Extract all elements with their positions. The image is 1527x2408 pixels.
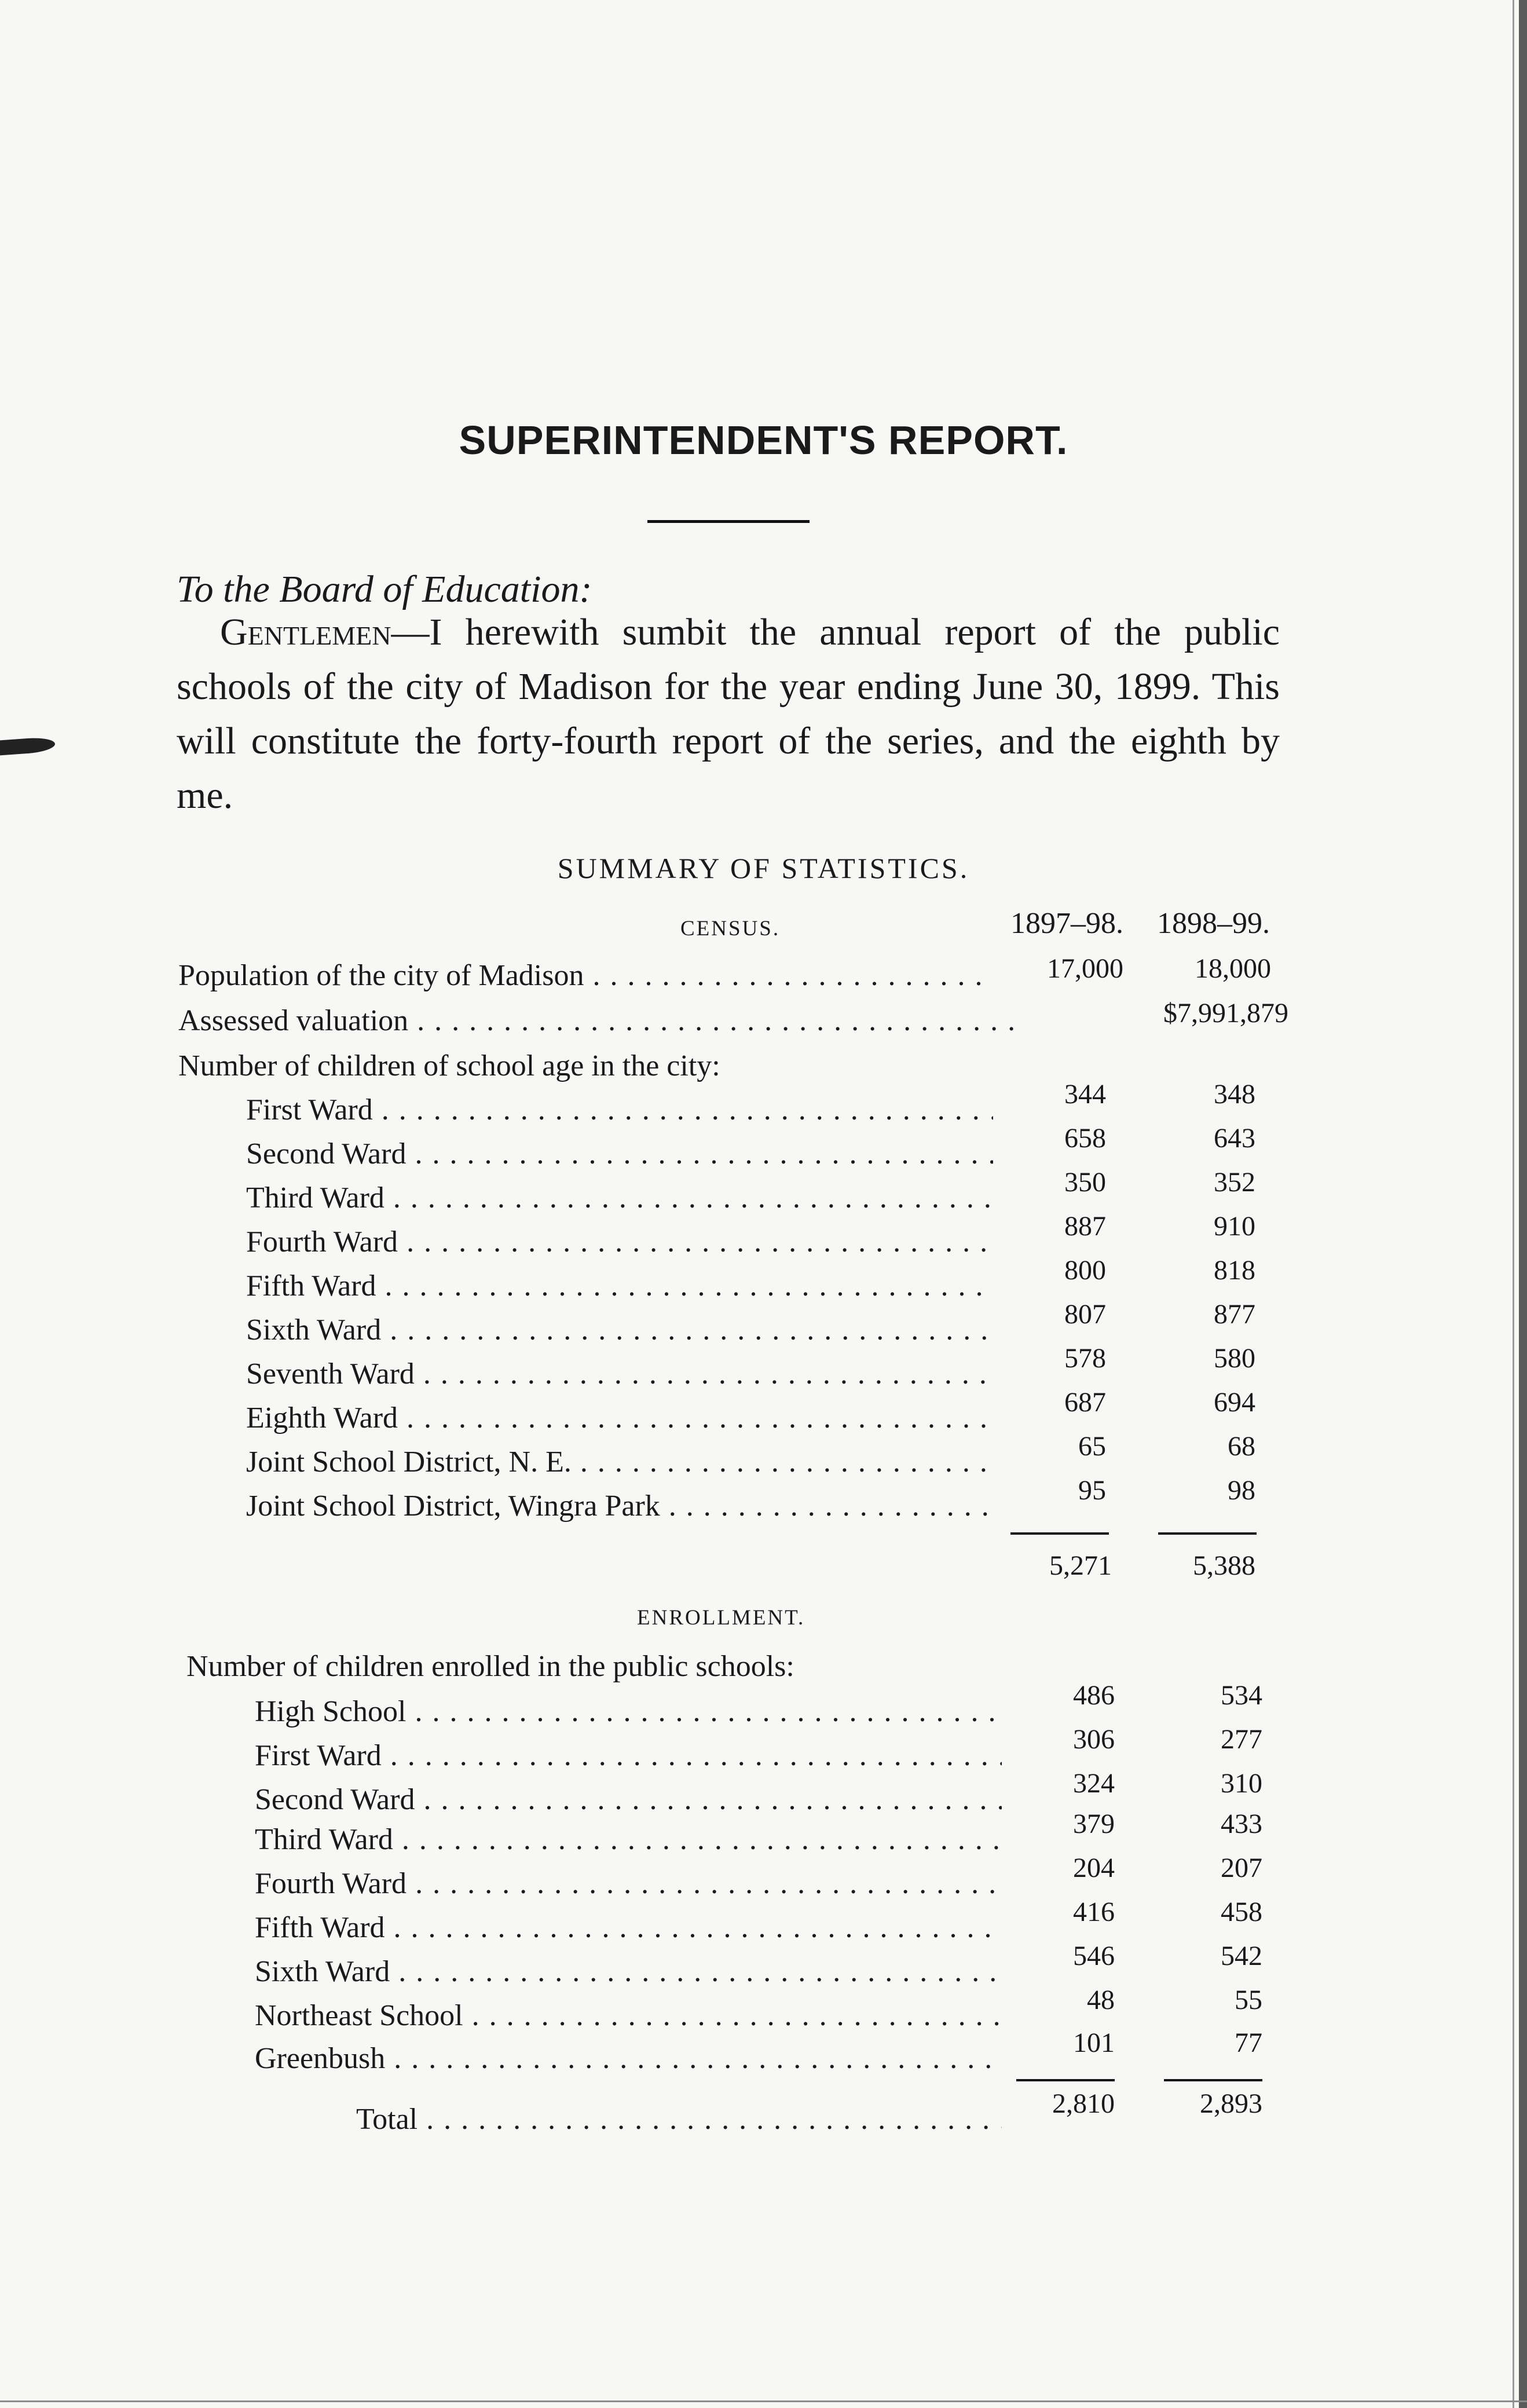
- column-header-1898: 1898–99.: [1157, 907, 1270, 940]
- ink-smudge: [0, 737, 55, 756]
- census-value-1897: 687: [1064, 1387, 1106, 1418]
- enrollment-value-1897: 416: [1073, 1897, 1115, 1927]
- enrollment-row-high-school: High School . . .: [255, 1692, 1002, 1732]
- column-header-1897: 1897–98.: [1010, 907, 1123, 940]
- census-heading: CENSUS.: [680, 917, 781, 940]
- enrollment-value-1898: 310: [1221, 1768, 1262, 1799]
- enrollment-row-northeast: Northeast School . . .: [255, 1996, 1002, 2036]
- title-rule: [647, 520, 810, 523]
- census-row-third-ward: Third Ward . . .: [246, 1178, 993, 1218]
- census-value-1897: 350: [1064, 1167, 1106, 1198]
- enrollment-value-1897: 101: [1073, 2028, 1115, 2058]
- census-value-1898: 580: [1214, 1343, 1255, 1374]
- enrollment-value-1898: 77: [1235, 2028, 1262, 2058]
- census-value-1898: 818: [1214, 1255, 1255, 1286]
- enrollment-row-fifth-ward: Fifth Ward . . .: [255, 1908, 1002, 1948]
- census-value-1897: 658: [1064, 1123, 1106, 1154]
- census-sum-rule-1898: [1158, 1532, 1257, 1535]
- census-value-1898: 98: [1228, 1475, 1255, 1506]
- enrollment-sum-rule-1898: [1164, 2079, 1262, 2081]
- enrollment-value-1897: 204: [1073, 1853, 1115, 1883]
- census-row-second-ward: Second Ward . . .: [246, 1134, 993, 1174]
- census-row-first-ward: First Ward . . .: [246, 1090, 993, 1130]
- page-edge-line: [1513, 0, 1514, 2408]
- enrollment-value-1897: 546: [1073, 1941, 1115, 1971]
- census-value-1897: 887: [1064, 1211, 1106, 1242]
- enrollment-total-1897: 2,810: [1052, 2088, 1115, 2119]
- census-value-1897: 344: [1064, 1079, 1106, 1110]
- enrollment-total-row: Total . . .: [356, 2099, 1002, 2140]
- census-value-1897: 95: [1078, 1475, 1106, 1506]
- census-row-joint-wingra: Joint School District, Wingra Park . . .: [246, 1486, 993, 1527]
- enrollment-row-third-ward: Third Ward . . .: [255, 1820, 1002, 1860]
- valuation-row: [178, 1001, 1018, 1041]
- census-value-1898: 352: [1214, 1167, 1255, 1198]
- enrollment-value-1897: 306: [1073, 1724, 1115, 1755]
- census-row-fifth-ward: Fifth Ward . . .: [246, 1266, 993, 1307]
- valuation-1898: $7,991,879: [1163, 998, 1288, 1029]
- enrollment-value-1897: 486: [1073, 1680, 1115, 1711]
- children-enrolled-row: [186, 1646, 1113, 1687]
- salutation: To the Board of Education:: [177, 568, 592, 610]
- census-value-1897: 807: [1064, 1299, 1106, 1330]
- enrollment-value-1898: 433: [1221, 1809, 1262, 1839]
- page-bottom-edge: [0, 2400, 1527, 2402]
- enrollment-value-1897: 48: [1087, 1985, 1115, 2015]
- opening-paragraph: [177, 605, 1280, 823]
- report-title: SUPERINTENDENT'S REPORT.: [459, 418, 1068, 463]
- page-edge-shadow: [1519, 0, 1527, 2408]
- row-label: Assessed valuation . . .: [178, 1001, 1018, 1041]
- enrollment-sum-rule-1897: [1016, 2079, 1115, 2081]
- census-value-1897: 578: [1064, 1343, 1106, 1374]
- enrollment-value-1898: 458: [1221, 1897, 1262, 1927]
- census-value-1898: 910: [1214, 1211, 1255, 1242]
- opening-word: Gentlemen: [220, 611, 391, 653]
- row-label: Number of children enrolled in the public schools:: [186, 1650, 794, 1683]
- population-row: [178, 956, 989, 996]
- enrollment-value-1898: 277: [1221, 1724, 1262, 1755]
- enrollment-row-first-ward: First Ward . . .: [255, 1736, 1002, 1776]
- children-school-age-row: [178, 1046, 1105, 1086]
- population-1897: 17,000: [1047, 953, 1123, 984]
- enrollment-value-1897: 324: [1073, 1768, 1115, 1799]
- enrollment-value-1897: 379: [1073, 1809, 1115, 1839]
- census-row-seventh-ward: Seventh Ward . . .: [246, 1354, 993, 1395]
- census-total-1898: 5,388: [1193, 1550, 1255, 1581]
- census-value-1897: 65: [1078, 1431, 1106, 1462]
- census-value-1898: 643: [1214, 1123, 1255, 1154]
- enrollment-value-1898: 55: [1235, 1985, 1262, 2015]
- enrollment-value-1898: 542: [1221, 1941, 1262, 1971]
- census-value-1897: 800: [1064, 1255, 1106, 1286]
- population-1898: 18,000: [1195, 953, 1271, 984]
- census-value-1898: 877: [1214, 1299, 1255, 1330]
- census-value-1898: 68: [1228, 1431, 1255, 1462]
- enrollment-row-second-ward: Second Ward . . .: [255, 1780, 1002, 1820]
- summary-title: SUMMARY OF STATISTICS.: [557, 852, 970, 884]
- census-row-joint-ne: Joint School District, N. E. . . .: [246, 1442, 993, 1483]
- enrollment-row-greenbush: Greenbush . . .: [255, 2039, 1002, 2079]
- enrollment-value-1898: 207: [1221, 1853, 1262, 1883]
- row-label: Population of the city of Madison . . .: [178, 956, 989, 996]
- census-total-1897: 5,271: [1049, 1550, 1112, 1581]
- row-label: Number of children of school age in the city:: [178, 1049, 720, 1082]
- enrollment-value-1898: 534: [1221, 1680, 1262, 1711]
- enrollment-row-sixth-ward: Sixth Ward . . .: [255, 1952, 1002, 1992]
- census-value-1898: 694: [1214, 1387, 1255, 1418]
- census-row-fourth-ward: Fourth Ward . . .: [246, 1222, 993, 1262]
- enrollment-row-fourth-ward: Fourth Ward . . .: [255, 1864, 1002, 1904]
- opening-text: —I herewith sumbit the annual report of the public schools of the city of Madison for the year ending June 30, 1899. This will constitute the forty-fourth report of the series, and the eighth by me.: [177, 611, 1280, 817]
- enrollment-total-1898: 2,893: [1200, 2088, 1262, 2119]
- enrollment-heading: ENROLLMENT.: [637, 1606, 805, 1630]
- census-row-eighth-ward: Eighth Ward . . .: [246, 1398, 993, 1439]
- census-row-sixth-ward: Sixth Ward . . .: [246, 1310, 993, 1351]
- census-sum-rule-1897: [1010, 1532, 1109, 1535]
- census-value-1898: 348: [1214, 1079, 1255, 1110]
